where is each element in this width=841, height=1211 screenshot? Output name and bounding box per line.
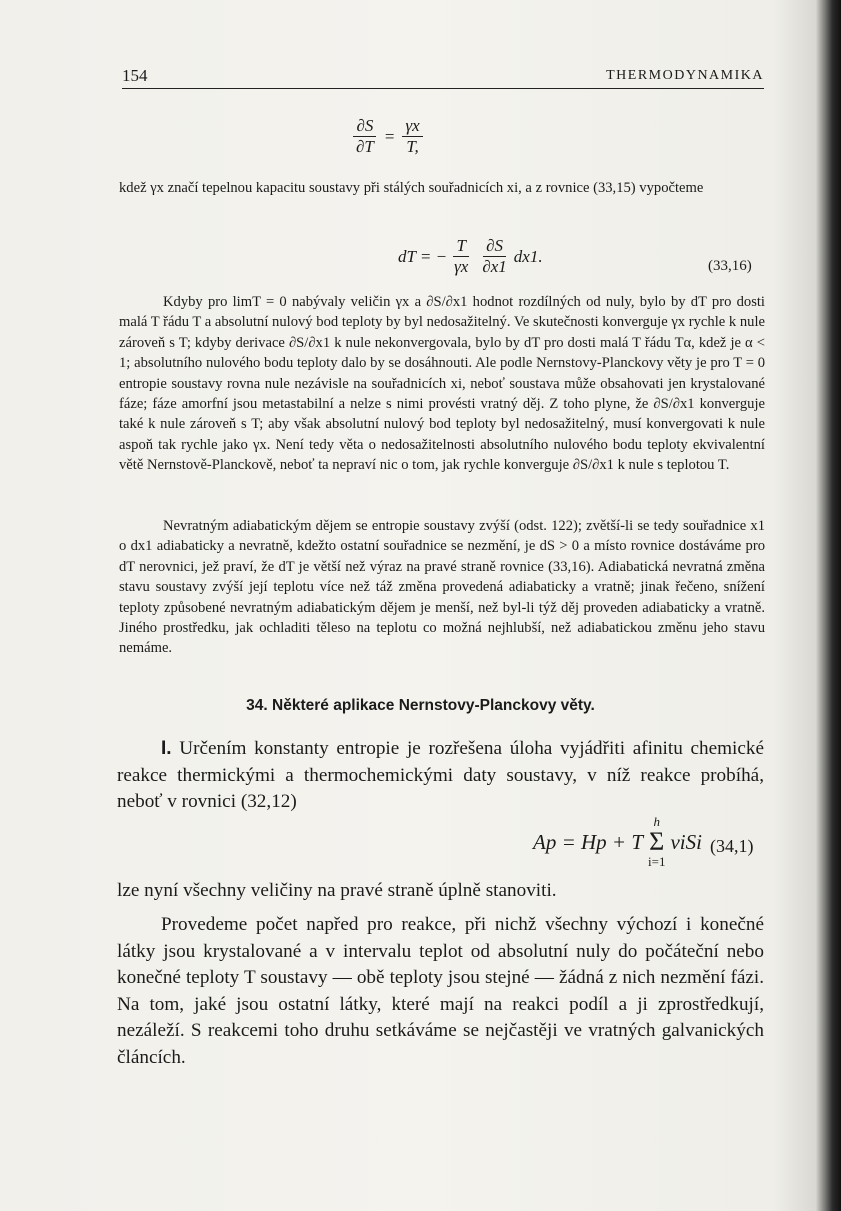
equation-affinity — [533, 815, 702, 869]
paragraph-intro — [119, 178, 765, 198]
summation-lower-limit: i=1 — [648, 854, 666, 869]
paragraph-text: Provedeme počet napřed pro reakce, při nichž všechny výchozí i konečné látky jsou krystalované a v intervalu teplot od absolutní nuly do počáteční nebo konečné teploty T soustavy — obě teploty jsou stejné — žádná z nich nezmění fázi. Na tom, jaké jsou ostatní látky, které mají na reakci podíl a ji zprostředkují, nezáleží. S reakcemi toho druhu setkáváme se nejčastěji ve vratných galvanických článcích. — [117, 914, 764, 1068]
equation-rhs: νiSi — [670, 829, 702, 854]
paragraph-text: kdež γx značí tepelnou kapacitu soustavy při stálých souřadnicích xi, a z rovnice (33,15) vypočteme — [119, 180, 704, 196]
equals-sign: = — [384, 126, 395, 146]
fraction-T-gamma — [451, 236, 471, 277]
fraction-denominator: ∂x1 — [482, 257, 507, 276]
equation-lhs: dT = − — [398, 246, 448, 266]
summation-upper-limit: h — [653, 814, 660, 829]
paragraph-text: Kdyby pro limT = 0 nabývaly veličin γx a ∂S/∂x1 hodnot rozdílných od nuly, bylo by dT pro dosti malá T řádu T a absolutní nulový bod teploty by byl nedosažitelný. Ve skutečnosti konverguje γx rychle k nule zároveň s T; kdyby derivace ∂S/∂x1 k nule nekonvergovala, bylo by dT pro dosti malá T řádu Tα, kdež je α < 1; absolutního nulového bodu teploty dalo by se dosáhnouti. Ale podle Nernstovy-Planckovy věty je pro T = 0 entropie soustavy rovna nule nezávisle na souřadnicích xi, neboť soustava může obsahovati jen krystalované fáze; fáze amorfní jsou metastabilní a nelze s nimi provésti vratný děj. Z toho plyne, že ∂S/∂x1 konverguje také k nule zároveň s T; aby však absolutní nulový bod teploty byl nedosažitelný, musí konvergovati k nule aspoň tak rychle jako γx. Není tedy věta o nedosažitelnosti absolutního nulového bodu teploty ekvivalentní větě Nernstově-Planckově, neboť ta nepraví nic o tom, jak rychle konverguje ∂S/∂x1 k nule s teplotou T. — [119, 294, 765, 474]
paragraph-crystalline-reactions — [117, 912, 764, 1072]
fraction-numerator: ∂S — [353, 116, 376, 137]
paragraph-text: Určením konstanty entropie je rozřešena úloha vyjádřiti afinitu chemické reakce thermickými a thermochemickými daty soustavy, v níž reakce probíhá, neboť v rovnici (32,12) — [117, 738, 765, 813]
fraction-numerator: ∂S — [483, 236, 506, 257]
page-number: 154 — [122, 66, 148, 85]
equation-dT — [398, 236, 543, 277]
paragraph-text: Nevratným adiabatickým dějem se entropie soustavy zvýší (odst. 122); zvětší-li se tedy souřadnice x1 o dx1 adiabaticky a nevratně, kdežto ostatní souřadnice se nezmění, je dS > 0 a místo rovnice dostáváme pro dT nerovnici, jež praví, že dT je větší než výraz na pravé straně rovnice (33,16). Adiabatická nevratná změna stavu soustavy zvýší její teplotu více než táž změna provedená adiabaticky a vratně; jinak řečeno, snížení teploty způsobené nevratným adiabatickým dějem je menší, než byl-li týž děj proveden adiabaticky a vratně. Jiného prostředku, jak ochladiti těleso na teplotu co možná nejhlubší, než adiabatickou změnu jeho stavu nemáme. — [119, 518, 765, 657]
fraction-numerator: T — [453, 236, 468, 257]
summation — [648, 815, 665, 869]
fraction-dS-dT — [353, 116, 377, 157]
paragraph-determinable — [117, 878, 764, 905]
paragraph-limit — [119, 292, 765, 476]
fraction-numerator: γx — [402, 116, 422, 137]
section-heading: 34. Některé aplikace Nernstovy-Planckovy věty. — [246, 697, 595, 714]
equation-dS-dT — [349, 116, 427, 157]
fraction-denominator: γx — [454, 257, 469, 276]
fraction-denominator: T, — [406, 137, 419, 156]
equation-number-33-16: (33,16) — [708, 258, 752, 274]
running-header — [122, 66, 764, 89]
fraction-dS-dx1 — [479, 236, 509, 277]
equation-number-34-1: (34,1) — [710, 836, 754, 856]
item-numeral: I. — [161, 738, 172, 759]
fraction-denominator: ∂T — [356, 137, 374, 156]
running-title: THERMODYNAMIKA — [606, 68, 764, 83]
summation-symbol: Σ — [649, 827, 665, 856]
paragraph-text: lze nyní všechny veličiny na pravé straně úplně stanoviti. — [117, 880, 557, 901]
paragraph-irreversible — [119, 516, 765, 659]
equation-lhs: Ap = Hp + T — [533, 829, 644, 854]
fraction-gamma-T — [402, 116, 422, 157]
equation-tail: dx1. — [513, 246, 543, 266]
paragraph-entropy-constant — [117, 736, 764, 816]
